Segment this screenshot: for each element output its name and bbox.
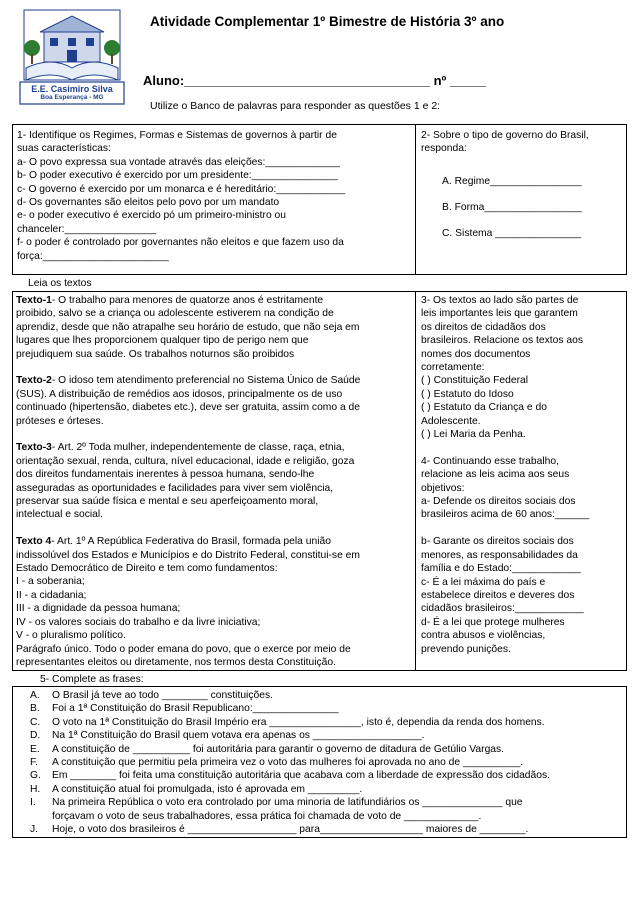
question-5-item-j[interactable]: J. Hoje, o voto dos brasileiros é ___________________ para__________________ maiores de ________. xyxy=(30,824,529,836)
question-4-item-d: d- É a lei que protege mulheres xyxy=(421,616,565,628)
texto-1-line: proibido, salvo se a criança ou adolescente estiverem na condição de xyxy=(16,308,334,320)
question-4-item-b: b- Garante os direitos sociais dos xyxy=(421,536,574,548)
read-texts-label: Leia os textos xyxy=(28,278,92,289)
instruction-text: Utilize o Banco de palavras para responder as questões 1 e 2: xyxy=(150,100,441,112)
question-5-item-b[interactable]: B. Foi a 1ª Constituição do Brasil Republicano:_______________ xyxy=(30,703,339,715)
texto-2-line: Texto-2- O idoso tem atendimento preferencial no Sistema Único de Saúde xyxy=(16,375,361,387)
question-3-option-constituicao[interactable]: ( ) Constituição Federal xyxy=(421,375,529,387)
texto-4-line: indissolúvel dos Estados e Municípios e do Distrito Federal, constitui-se em xyxy=(16,549,360,561)
question-1-item-e-blank[interactable]: chanceler:________________ xyxy=(17,223,157,235)
question-1-item-f-blank[interactable]: força:______________________ xyxy=(17,250,169,262)
question-5-item-f[interactable]: F. A constituição que permitiu pela primeira vez o voto das mulheres foi aprovada no ano de __________. xyxy=(30,757,524,769)
texto-4-line: IV - os valores sociais do trabalho e da livre iniciativa; xyxy=(16,616,261,628)
texto-1-line: lugares que lhes proporcionem qualquer tipo de perigo nem que xyxy=(16,335,309,347)
question-2-option-regime[interactable]: A. Regime________________ xyxy=(442,176,582,187)
question-3-line: os direitos de cidadãos dos xyxy=(421,321,546,333)
question-4-line: relacione as leis acima aos seus xyxy=(421,469,570,481)
texto-1-line: aprendiz, desde que não atrapalhe seu horário de estudo, que não seja em xyxy=(16,321,360,333)
school-name: E.E. Casimiro Silva xyxy=(31,84,113,94)
question-1-line: 1- Identifique os Regimes, Formas e Sistemas de governos à partir de xyxy=(17,130,337,141)
question-2-options xyxy=(442,169,582,247)
question-5-item-e[interactable]: E. A constituição de __________ foi autoritária para garantir o governo de ditadura de Getúlio Vargas. xyxy=(30,743,505,755)
question-2-option-sistema[interactable]: C. Sistema _______________ xyxy=(442,228,582,239)
texto-4-line: V - o pluralismo político. xyxy=(16,630,126,642)
texto-2-line: próteses e órteses. xyxy=(16,415,104,427)
texto-3-line: asseguradas as oportunidades e facilidades para viver sem violência, xyxy=(16,482,334,494)
question-5-item-i[interactable]: I. Na primeira República o voto era controlado por uma minoria de latifundiários os ______________ que xyxy=(30,797,523,809)
question-3-line: 3- Os textos ao lado são partes de xyxy=(421,295,579,306)
question-4-item-a-blank[interactable]: brasileiros acima de 60 anos:______ xyxy=(421,509,590,521)
question-1-item-e: e- o poder executivo é exercido pó um primeiro-ministro ou xyxy=(17,210,286,222)
question-3-option-eca[interactable]: ( ) Estatuto da Criança e do xyxy=(421,402,547,414)
question-4-item-d: contra abusos e violências, xyxy=(421,630,546,642)
question-2 xyxy=(421,129,589,156)
question-4-item-d: prevendo punições. xyxy=(421,643,511,655)
texto-1-line: Texto-1- O trabalho para menores de quatorze anos é estritamente xyxy=(16,295,324,306)
texto-1-label: Texto-1 xyxy=(16,295,52,306)
question-4-item-c: c- É a lei máxima do país e xyxy=(421,576,546,588)
texto-4-line: Estado Democrático de Direito e tem como fundamentos: xyxy=(16,563,278,575)
texto-2-line: continuado (hipertensão, diabetes etc.), deve ser gratuita, assim como a de xyxy=(16,402,360,414)
texto-3-line: Texto-3- Art. 2º Toda mulher, independentemente de classe, raça, etnia, xyxy=(16,442,345,454)
texto-1-line: prejudiquem sua saúde. Os trabalhos noturnos são proibidos xyxy=(16,348,295,360)
question-3-line: Adolescente. xyxy=(421,415,481,427)
question-5-label: 5- Complete as frases: xyxy=(40,674,144,685)
question-1-item-c[interactable]: c- O governo é exercido por um monarca e é hereditário:____________ xyxy=(17,183,345,195)
question-4-line: 4- Continuando esse trabalho, xyxy=(421,455,559,467)
texto-4-line: Parágrafo único. Todo o poder emana do povo, que o exerce por meio de xyxy=(16,643,351,655)
law-texts xyxy=(16,294,360,669)
question-1-item-d: d- Os governantes são eleitos pelo povo por um mandato xyxy=(17,197,280,209)
school-location: Boa Esperança - MG xyxy=(40,94,104,101)
texto-3-label: Texto-3 xyxy=(16,442,52,454)
question-4-line: objetivos: xyxy=(421,482,465,494)
question-4-item-b: menores, as responsabilidades da xyxy=(421,549,578,561)
question-5-item-g[interactable]: G. Em ________ foi feita uma constituição autoritária que acabava com a liberdade de expressão dos cidadãos. xyxy=(30,770,550,782)
question-4-item-c-blank[interactable]: cidadãos brasileiros:____________ xyxy=(421,603,584,615)
texto-4-line: representantes eleitos ou diretamente, nos termos desta Constituição. xyxy=(16,656,336,668)
texto-3-line: orientação sexual, renda, cultura, nível educacional, idade e religião, goza xyxy=(16,455,355,467)
texto-4-line: II - a cidadania; xyxy=(16,589,87,601)
question-2-line: responda: xyxy=(421,143,467,155)
texto-2-line: (SUS). A distribuição de remédios aos idosos, principalmente os de uso xyxy=(16,388,343,400)
question-5-items xyxy=(30,689,550,836)
texto-4-label: Texto 4 xyxy=(16,536,52,548)
question-4-item-a: a- Defende os direitos sociais dos xyxy=(421,496,576,508)
question-3-line: corretamente: xyxy=(421,362,485,374)
texto-2-label: Texto-2 xyxy=(16,375,52,387)
texto-4-line: I - a soberania; xyxy=(16,576,85,588)
question-1-line: suas características: xyxy=(17,143,111,155)
texto-4-line: Texto 4- Art. 1º A República Federativa do Brasil, formada pela união xyxy=(16,536,331,548)
questions-3-4 xyxy=(421,294,589,656)
question-5-item-h[interactable]: H. A constituição atual foi promulgada, isto é aprovada em _________. xyxy=(30,783,363,795)
question-3-line: nomes dos documentos xyxy=(421,348,531,360)
texto-3-line: preservar sua saúde física e mental e seu aperfeiçoamento moral, xyxy=(16,496,319,508)
question-4-item-b-blank[interactable]: família e do Estado:____________ xyxy=(421,563,581,575)
texto-3-line: intelectual e social. xyxy=(16,509,104,521)
question-3-option-maria-da-penha[interactable]: ( ) Lei Maria da Penha. xyxy=(421,429,526,441)
question-1 xyxy=(17,129,345,263)
question-2-line: 2- Sobre o tipo de governo do Brasil, xyxy=(421,130,589,141)
question-1-item-a[interactable]: a- O povo expressa sua vontade através das eleições:_____________ xyxy=(17,156,340,168)
school-logo xyxy=(16,8,128,106)
texto-3-line: dos direitos fundamentais inerentes à pessoa humana, sendo-lhe xyxy=(16,469,315,481)
page-title: Atividade Complementar 1º Bimestre de História 3º ano xyxy=(150,14,505,29)
question-3-line: leis importantes leis que garantem xyxy=(421,308,578,320)
question-5-item-d[interactable]: D. Na 1ª Constituição do Brasil quem votava era apenas os ___________________. xyxy=(30,730,425,742)
question-3-option-estatuto-idoso[interactable]: ( ) Estatuto do Idoso xyxy=(421,388,514,400)
question-3-line: brasileiros. Relacione os textos aos xyxy=(421,335,583,347)
texto-4-line: III - a dignidade da pessoa humana; xyxy=(16,603,181,615)
question-1-item-f: f- o poder é controlado por governantes não eleitos e que fazem uso da xyxy=(17,237,344,249)
question-1-item-b[interactable]: b- O poder executivo é exercido por um presidente:_______________ xyxy=(17,170,338,182)
question-5-item-a[interactable]: A. O Brasil já teve ao todo ________ constituições. xyxy=(30,690,273,701)
student-name-field[interactable]: Aluno:__________________________________ nº _____ xyxy=(143,73,487,88)
question-5-item-c[interactable]: C. O voto na 1ª Constituição do Brasil Império era ________________, isto é, dependia da renda dos homens. xyxy=(30,716,545,728)
question-2-option-forma[interactable]: B. Forma_________________ xyxy=(442,202,582,213)
question-4-item-c: estabelece direitos e deveres dos xyxy=(421,589,575,601)
question-5-item-i-continued[interactable]: forçavam o voto de seus trabalhadores, essa prática foi chamada de voto de _____________. xyxy=(52,810,482,822)
